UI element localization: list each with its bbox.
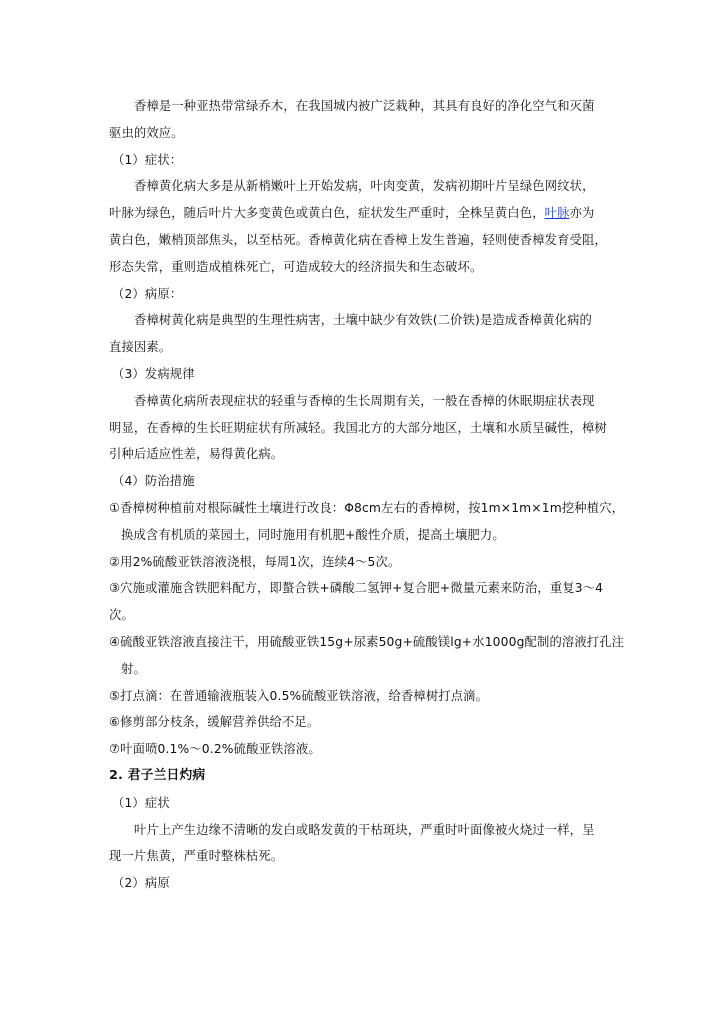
pattern-line-3: 引种后适应性差，易得黄化病。 [109,447,284,462]
measure-4-line-1: ④硫酸亚铁溶液直接注干，用硫酸亚铁15g+尿素50g+硫酸镁lg+水1000g配制的溶液打孔注 [109,634,625,649]
measure-5: ⑤打点滴：在普通输液瓶装入0.5%硫酸亚铁溶液，给香樟树打点滴。 [109,688,489,703]
measure-4-line-2: 射。 [121,661,146,676]
symptoms-line-2-text: 叶脉为绿色，随后叶片大多变黄色或黄白色，症状发生严重时，全株呈黄白色， [109,206,545,221]
section-control-title: （4）防治措施 [112,474,195,489]
symptoms-line-1: 香樟黄化病大多是从新梢嫩叶上开始发病，叶肉变黄，发病初期叶片呈绿色网纹状， [134,179,595,194]
heading-clivia-sunburn: 2. 君子兰日灼病 [109,767,206,783]
pathogen-line-1: 香樟树黄化病是典型的生理性病害，土壤中缺少有效铁(二价铁)是造成香樟黄化病的 [134,313,592,328]
leaf-vein-link[interactable]: 叶脉 [544,206,570,221]
intro-line-1: 香樟是一种亚热带常绿乔木，在我国城内被广泛栽种，其具有良好的净化空气和灭菌 [134,99,595,113]
section-symptoms-title: （1）症状： [112,152,183,167]
symptoms-line-3: 黄白色，嫩梢顶部焦头，以至枯死。香樟黄化病在香樟上发生普遍，轻则使香樟发育受阻， [109,232,607,247]
measure-1-line-2: 换成含有机质的菜园土，同时施用有机肥+酸性介质，提高土壤肥力。 [121,527,505,542]
measure-2: ②用2%硫酸亚铁溶液浇根，每周1次，连续4～5次。 [109,554,401,569]
measure-3-line-2: 次。 [109,608,134,623]
pathogen-line-2: 直接因素。 [109,340,172,355]
symptoms-line-4: 形态失常，重则造成植株死亡，可造成较大的经济损失和生态破坏。 [109,259,483,274]
clivia-symptoms-line-2: 现一片焦黄，严重时整株枯死。 [109,849,284,864]
pattern-line-1: 香樟黄化病所表现症状的轻重与香樟的生长周期有关，一般在香樟的休眠期症状表现 [134,393,595,408]
measure-7: ⑦叶面喷0.1%～0.2%硫酸亚铁溶液。 [109,742,321,757]
measure-1-line-1: ①香樟树种植前对根际碱性土壤进行改良：Φ8cm左右的香樟树，按1m×1m×1m挖种植穴， [109,500,625,515]
intro-line-2: 驱虫的效应。 [109,125,184,140]
document-body [109,93,625,897]
clivia-pathogen-title: （2）病原 [112,876,170,891]
clivia-symptoms-line-1: 叶片上产生边缘不清晰的发白或略发黄的干枯斑块，严重时叶面像被火烧过一样，呈 [134,822,595,837]
clivia-symptoms-title: （1）症状 [112,795,170,810]
pattern-line-2: 明显，在香樟的生长旺期症状有所减轻。我国北方的大部分地区，土壤和水质呈碱性，樟树 [109,420,607,435]
section-pattern-title: （3）发病规律 [112,366,195,381]
section-pathogen-title: （2）病原： [112,286,183,301]
measure-3-line-1: ③穴施或灌施含铁肥料配方，即螯合铁+磷酸二氢钾+复合肥+微量元素来防治，重复3～4 [109,581,604,596]
symptoms-line-2 [109,200,617,227]
symptoms-line-2-tail: 亦为 [569,206,595,221]
measure-6: ⑥修剪部分枝条，缓解营养供给不足。 [109,715,320,730]
